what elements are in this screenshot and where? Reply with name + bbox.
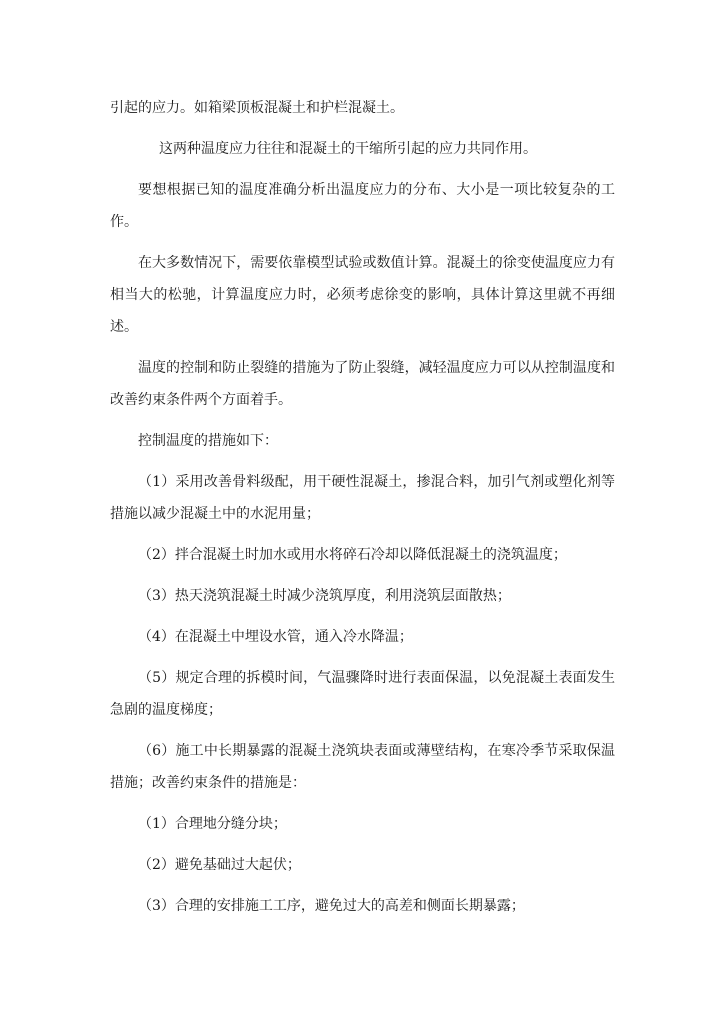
- paragraph-1: 引起的应力。如箱梁顶板混凝土和护栏混凝土。: [110, 100, 404, 116]
- list-item-control-3: （3）热天浇筑混凝土时减少浇筑厚度，利用浇筑层面散热；: [138, 588, 511, 604]
- list-item-control-1: （1）采用改善骨料级配，用干硬性混凝土，掺混合料，加引气剂或塑化剂等措施以减少混凝土中的水泥用量；: [110, 474, 615, 522]
- body-text: [110, 92, 615, 931]
- list-item-control-4: （4）在混凝土中埋设水管，通入冷水降温；: [138, 629, 413, 645]
- list-item-control-6: （6）施工中长期暴露的混凝土浇筑块表面或薄壁结构，在寒冷季节采取保温措施；改善约束条件的措施是：: [110, 743, 615, 791]
- list-item-restraint-3: （3）合理的安排施工工序，避免过大的高差和侧面长期暴露；: [138, 898, 525, 914]
- paragraph-2: 这两种温度应力往往和混凝土的干缩所引起的应力共同作用。: [159, 141, 537, 157]
- list-item-restraint-2: （2）避免基础过大起伏；: [138, 857, 301, 873]
- paragraph-6: 控制温度的措施如下：: [138, 433, 278, 449]
- paragraph-5: 温度的控制和防止裂缝的措施为了防止裂缝，减轻温度应力可以从控制温度和改善约束条件两个方面着手。: [110, 360, 615, 408]
- paragraph-3: 要想根据已知的温度准确分析出温度应力的分布、大小是一项比较复杂的工作。: [110, 182, 615, 230]
- paragraph-4: 在大多数情况下，需要依靠模型试验或数值计算。混凝土的徐变使温度应力有相当大的松驰，计算温度应力时，必须考虑徐变的影响，具体计算这里就不再细述。: [110, 255, 615, 335]
- list-item-control-5: （5）规定合理的拆模时间，气温骤降时进行表面保温，以免混凝土表面发生急剧的温度梯度；: [110, 670, 615, 718]
- list-item-control-2: （2）拌合混凝土时加水或用水将碎石冷却以降低混凝土的浇筑温度；: [138, 547, 567, 563]
- list-item-restraint-1: （1）合理地分缝分块；: [138, 816, 287, 832]
